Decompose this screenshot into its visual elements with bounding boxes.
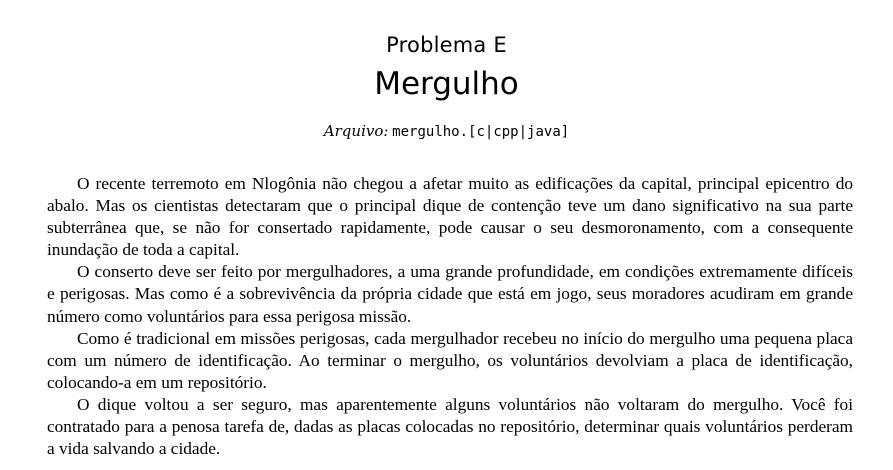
paragraph: Como é tradicional em missões perigosas, cada mergulhador recebeu no início do mergulho uma pequena placa com um número de identificação. Ao terminar o mergulho, os voluntários devolviam a placa de identificação, colocando-a em um repositório. — [47, 328, 853, 392]
file-line — [0, 122, 893, 141]
problem-statement — [47, 173, 853, 460]
problem-title: Mergulho — [374, 66, 519, 102]
paragraph: O conserto deve ser feito por mergulhadores, a uma grande profundidade, em condições extremamente difíceis e perigosas. Mas como é a sobrevivência da própria cidade que está em jogo, seus moradores acudiram em grande número como voluntários para essa perigosa missão. — [47, 262, 853, 326]
file-label: Arquivo: — [323, 122, 389, 140]
paragraph: O recente terremoto em Nlogônia não chegou a afetar muito as edificações da capital, principal epicentro do abalo. Mas os cientistas detectaram que o principal dique de contenção teve um dano significativo na sua parte subterrânea que, se não for consertado rapidamente, pode causar o seu desmoronamento, com a consequente inundação de toda a capital. — [47, 174, 853, 260]
paragraph: O dique voltou a ser seguro, mas aparentemente alguns voluntários não voltaram do mergulho. Você foi contratado para a penosa tarefa de, dadas as placas colocadas no repositório, determinar quais voluntários perderam a vida salvando a cidade. — [47, 394, 853, 459]
problem-label: Problema E — [386, 33, 507, 57]
file-name: mergulho.[c|cpp|java] — [392, 124, 570, 140]
